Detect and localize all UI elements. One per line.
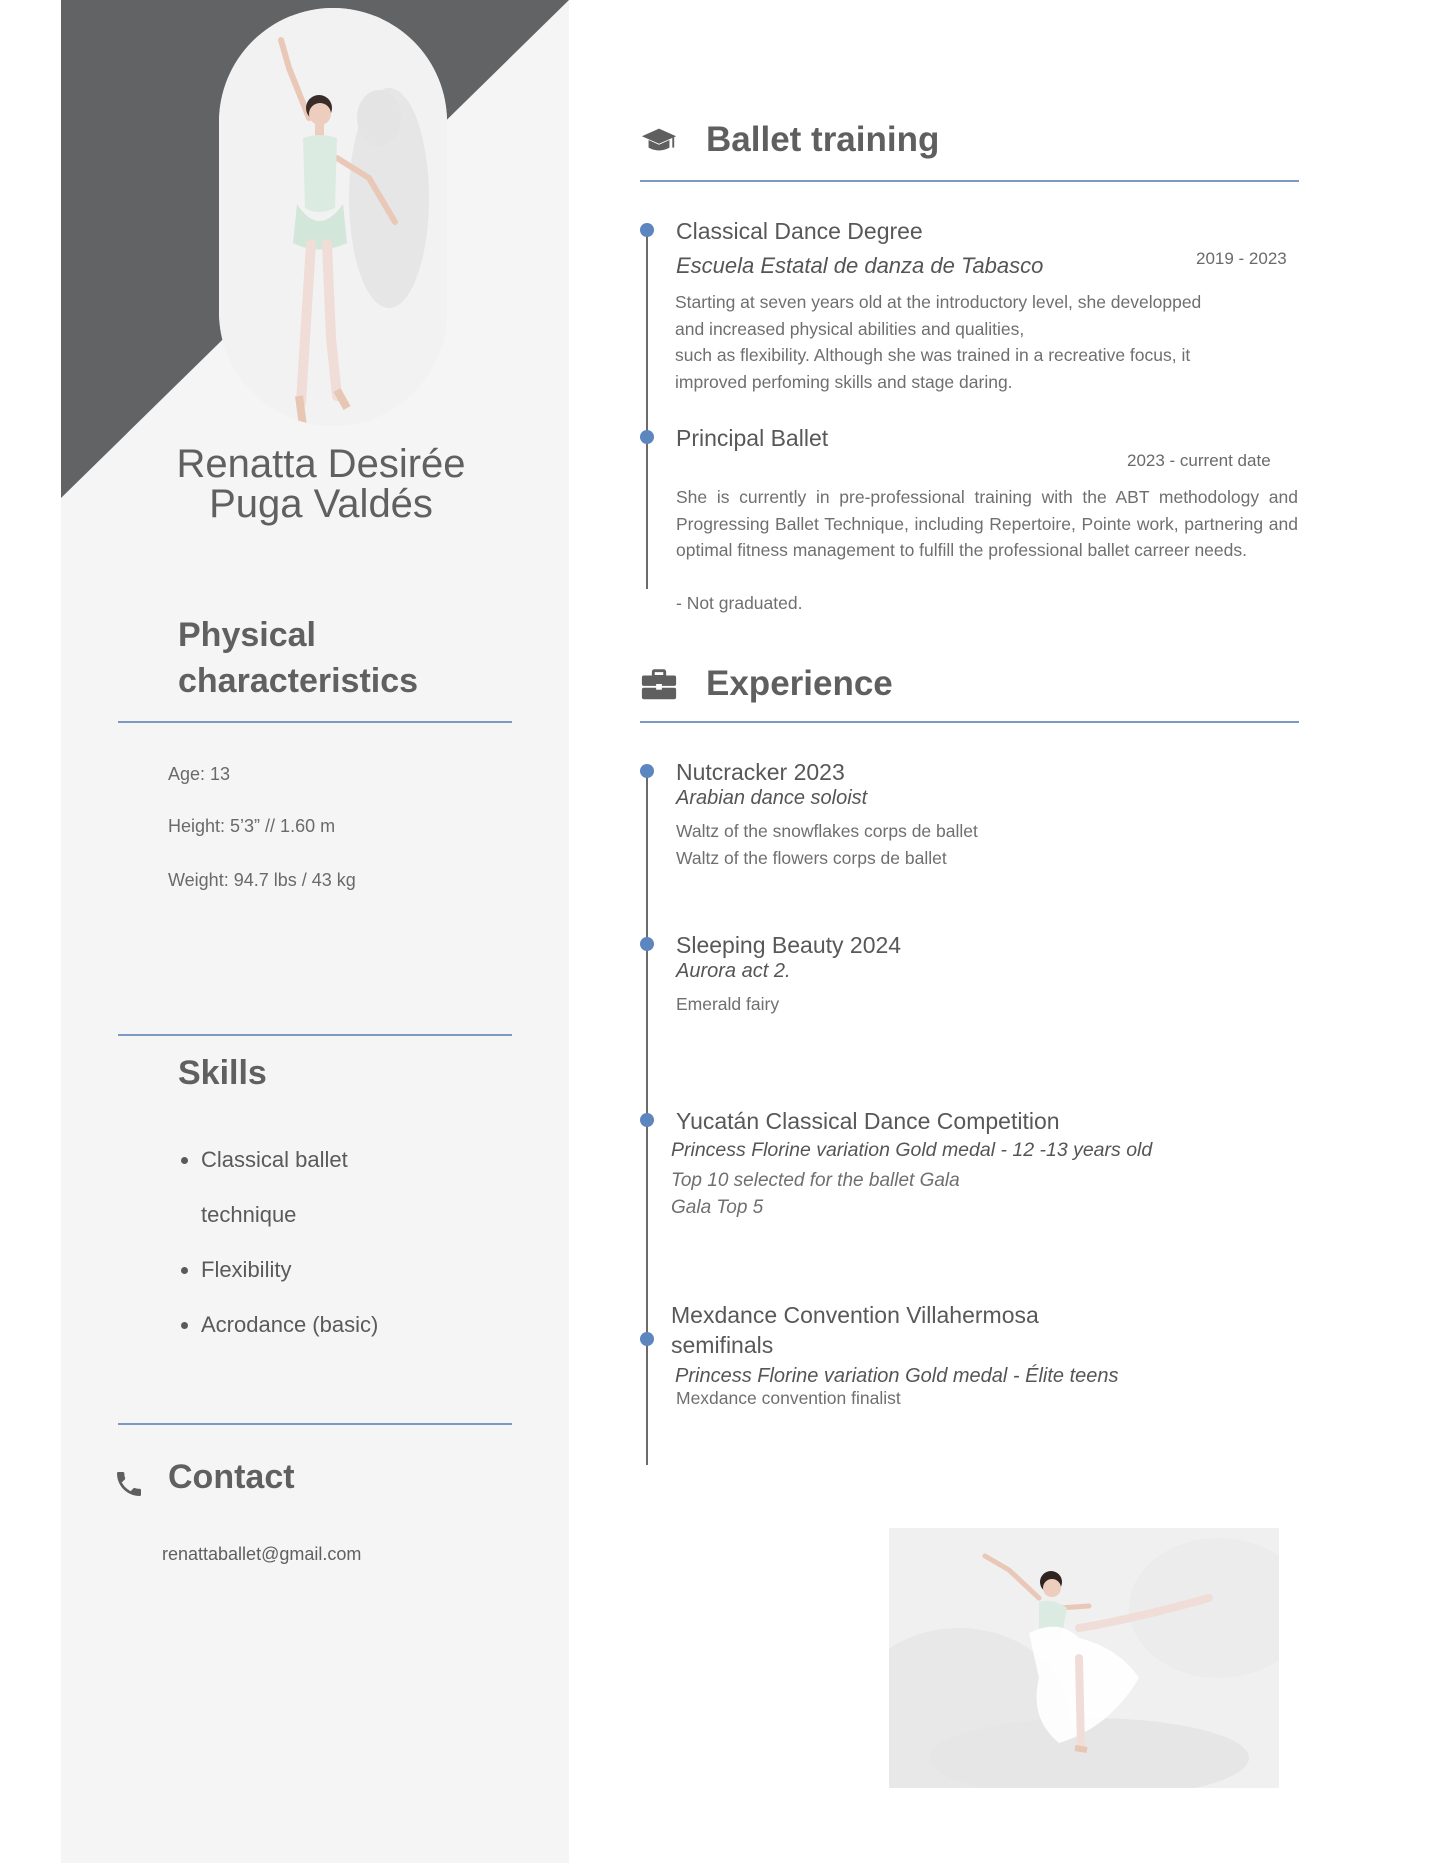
experience-entry-details [676,818,978,871]
timeline-dot [640,937,654,951]
detail-line: Waltz of the snowflakes corps de ballet [676,821,978,841]
training-entry-title: Principal Ballet [676,425,829,451]
portrait-photo [219,8,447,426]
contact-divider [118,1423,512,1425]
timeline-dot [640,430,654,444]
height-text: Height: 5’3” // 1.60 m [168,816,336,836]
experience-entry-title: Yucatán Classical Dance Competition [676,1108,1060,1134]
skill-item: • Classical ballet technique [201,1132,439,1242]
timeline-dot [640,223,654,237]
experience-divider [640,721,1299,723]
experience-entry-role: Princess Florine variation Gold medal - 12 -13 years old [671,1139,1153,1161]
title-line: Mexdance Convention Villahermosa [671,1302,1039,1328]
dance-photo [889,1528,1279,1788]
physical-title-line-1: Physical [178,616,316,654]
training-entry-note: - Not graduated. [676,593,803,613]
skill-item: • Flexibility [201,1242,439,1297]
detail-line: Mexdance convention finalist [676,1388,901,1408]
experience-entry-title: Nutcracker 2023 [676,759,845,785]
experience-entry-title [671,1300,1039,1360]
skill-item: • Acrodance (basic) [201,1297,439,1352]
skills-title: Skills [178,1054,267,1092]
physical-title-line-2: characteristics [178,662,419,700]
phone-icon [113,1468,145,1500]
experience-entry-details [676,991,779,1018]
candidate-name [101,444,541,524]
briefcase-icon [640,665,678,703]
training-entry-date: 2023 - current date [1127,451,1271,470]
training-title: Ballet training [706,120,940,159]
experience-entry-details [676,1385,901,1412]
description-line: such as flexibility. Although she was trained in a recreative focus, it [675,345,1191,365]
description-line: and increased physical abilities and qualities, [675,318,1025,339]
name-line-2: Puga Valdés [209,482,433,526]
sidebar [61,0,569,1863]
description-line: improved perfoming skills and stage daring. [675,371,1013,392]
experience-entry-role: Aurora act 2. [676,960,791,982]
experience-title: Experience [706,664,893,703]
contact-title: Contact [168,1458,295,1496]
detail-line: Emerald fairy [676,994,780,1014]
skills-divider [118,1034,512,1036]
detail-line: Top 10 selected for the ballet Gala [671,1170,960,1191]
training-timeline [646,224,648,589]
training-entry-title: Classical Dance Degree [676,218,923,244]
graduation-cap-icon [640,121,678,159]
experience-entry-role: Princess Florine variation Gold medal - Élite teens [675,1365,1119,1387]
weight-text: Weight: 94.7 lbs / 43 kg [168,870,356,890]
timeline-dot [640,1113,654,1127]
training-entry-description: She is currently in pre-professional training with the ABT methodology and Progressing Ballet Technique, including Repertoire, Pointe work, partnering and optimal fitness management to fulfill the professional ballet carreer needs. [676,487,1298,560]
name-line-1: Renatta Desirée [176,442,466,486]
title-line: semifinals [671,1332,774,1358]
timeline-dot [640,764,654,778]
experience-entry-details [671,1168,960,1221]
detail-line: Gala Top 5 [671,1196,764,1218]
detail-line: Waltz of the flowers corps de ballet [676,847,947,868]
training-entry-description [675,289,1297,395]
training-divider [640,180,1299,182]
description-line: Starting at seven years old at the introductory level, she developped [675,292,1202,312]
training-entry-date: 2019 - 2023 [1196,249,1287,268]
training-header [640,120,939,160]
training-entry-school: Escuela Estatal de danza de Tabasco [676,253,1044,278]
physical-divider [118,721,512,723]
age-text: Age: 13 [168,764,231,784]
experience-entry-role: Arabian dance soloist [676,787,868,809]
physical-title [178,612,418,704]
timeline-dot [640,1332,654,1346]
skills-list [139,1132,439,1352]
experience-header [640,664,893,704]
experience-entry-title: Sleeping Beauty 2024 [676,932,902,958]
contact-email[interactable]: renattaballet@gmail.com [162,1544,362,1564]
